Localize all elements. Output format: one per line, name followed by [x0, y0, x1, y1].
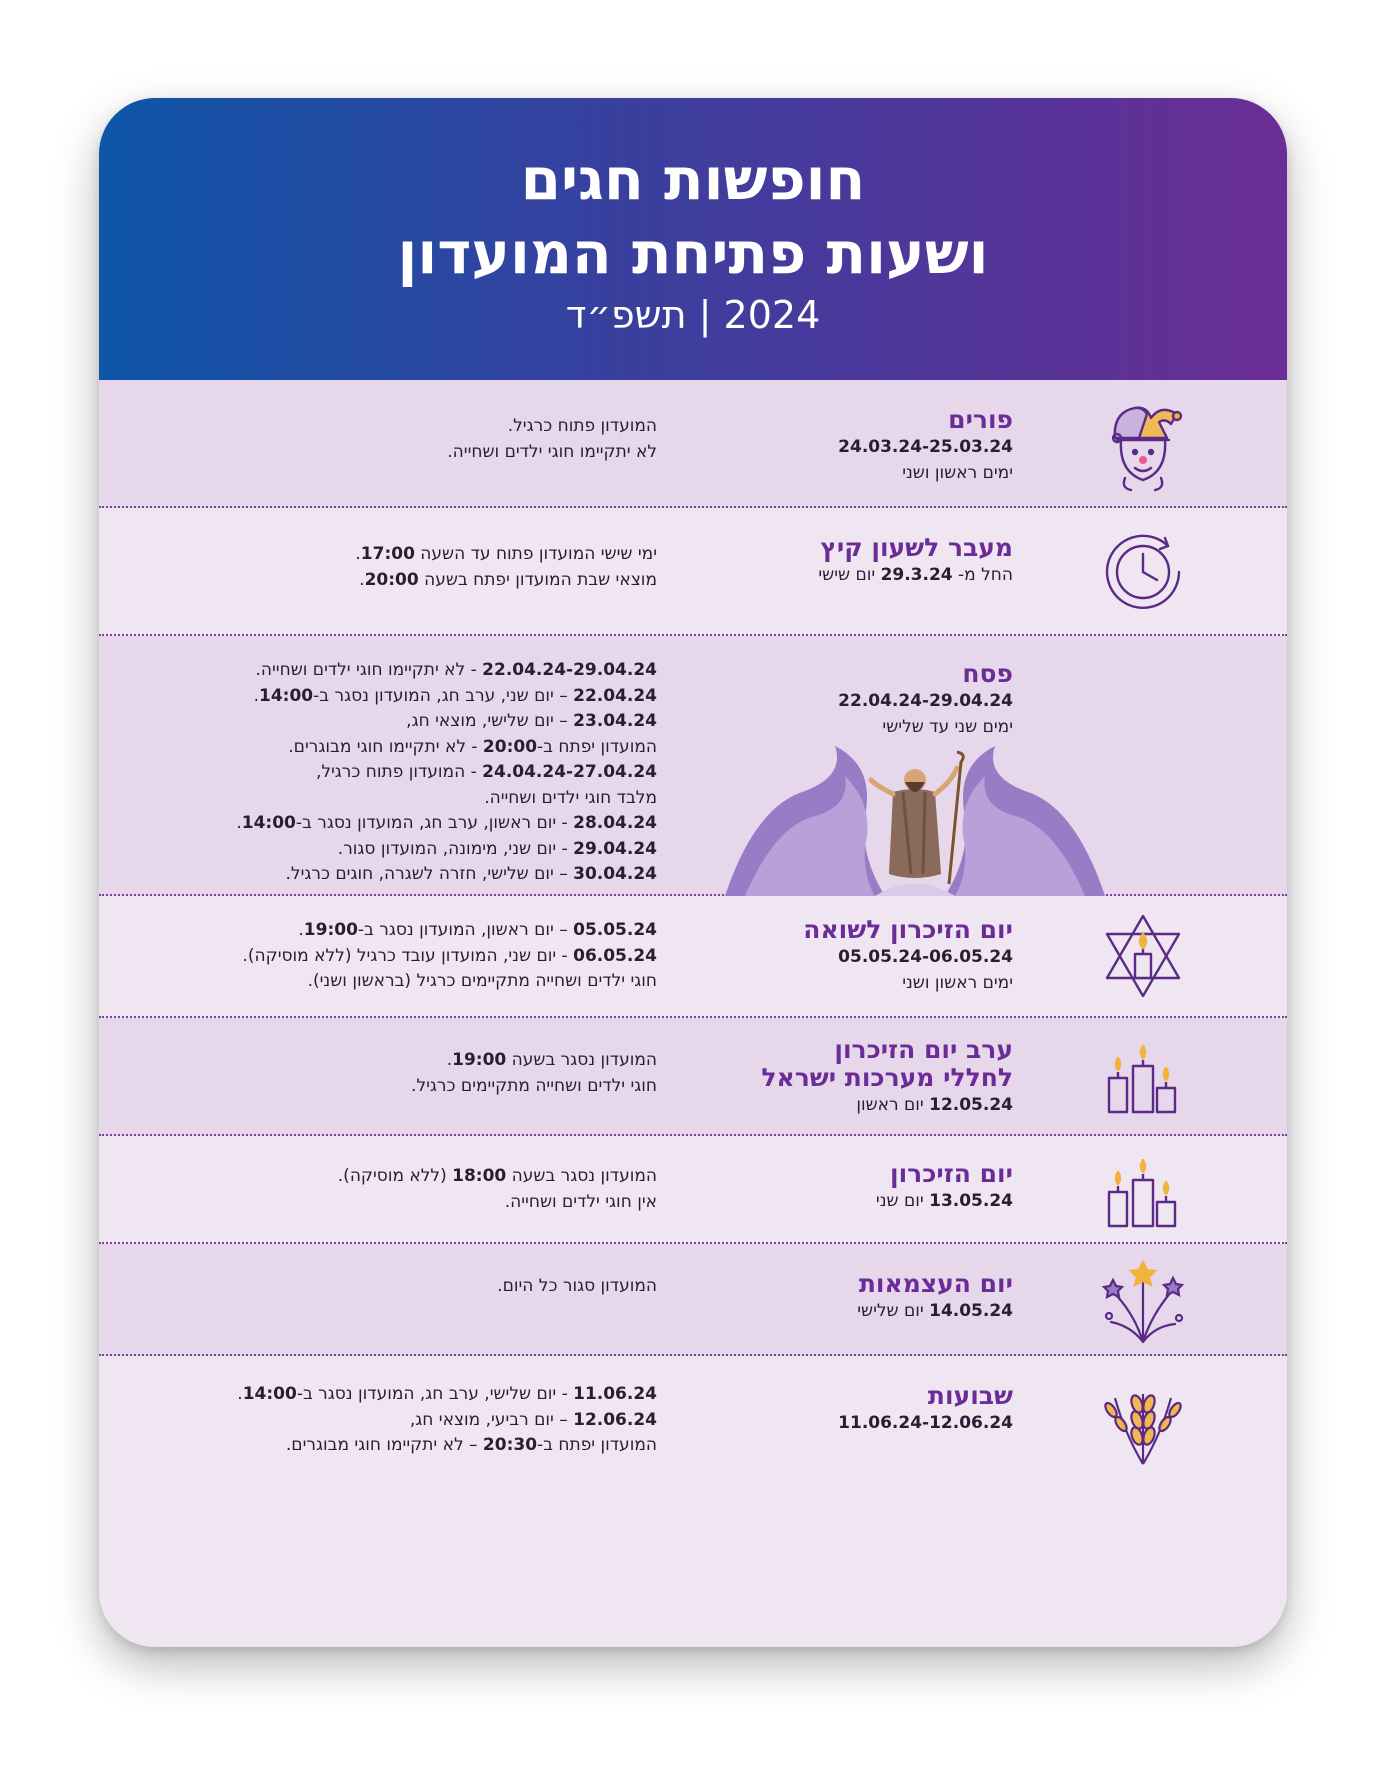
detail-text: חוגי ילדים ושחייה מתקיימים כרגיל. [411, 1075, 657, 1096]
detail-line [137, 658, 657, 684]
detail-text: . [253, 685, 260, 706]
holiday-heading [683, 406, 1013, 486]
detail-text: אין חוגי ילדים ושחייה. [504, 1191, 657, 1212]
detail-line [137, 709, 657, 735]
wheat-icon [1095, 1374, 1191, 1470]
holiday-name: שבועות [927, 1381, 1013, 1410]
holiday-heading [683, 1382, 1013, 1436]
detail-line [137, 568, 657, 594]
detail-emphasis: 14:00 [242, 1384, 297, 1404]
detail-line [137, 1048, 657, 1074]
clock-icon [1095, 524, 1191, 620]
detail-line [137, 1190, 657, 1216]
detail-line [137, 969, 657, 995]
detail-text: - יום שלישי, ערב חג, המועדון נסגר ב- [296, 1384, 574, 1404]
detail-text: – יום שני, ערב חג, המועדון נסגר ב- [313, 685, 574, 706]
memorial-candles-icon [1095, 1032, 1191, 1128]
detail-emphasis: 30.04.24 [573, 864, 657, 884]
detail-line [137, 1164, 657, 1190]
holiday-row [99, 1356, 1287, 1647]
holiday-row [99, 896, 1287, 1018]
holiday-row [99, 508, 1287, 636]
detail-emphasis: 19:00 [452, 1050, 507, 1070]
holiday-name: מעבר לשעון קיץ [820, 533, 1013, 562]
holiday-details [137, 1164, 657, 1215]
holiday-details [137, 918, 657, 995]
holiday-dates [683, 1410, 1013, 1436]
detail-text: . [298, 920, 304, 940]
holiday-name: יום הזיכרון [890, 1159, 1013, 1188]
dates-prefix: החל מ- [952, 565, 1013, 585]
holiday-dates [683, 434, 1013, 460]
detail-emphasis: 22.04.24-29.04.24 [482, 660, 657, 680]
page-title-line1: חופשות חגים [520, 145, 866, 213]
detail-line [137, 1274, 657, 1300]
holiday-heading [683, 1160, 1013, 1214]
detail-line [137, 918, 657, 944]
detail-line [137, 542, 657, 568]
detail-text: המועדון נסגר בשעה [506, 1050, 657, 1070]
holiday-dates [683, 562, 1013, 588]
fireworks-icon [1095, 1256, 1191, 1352]
detail-emphasis: 12.06.24 [573, 1409, 657, 1430]
holiday-row [99, 1244, 1287, 1356]
detail-text: המועדון יפתח ב- [537, 1435, 657, 1455]
page-title-line2: ושעות פתיחת המועדון [397, 219, 989, 287]
dates-value: 12.05.24 [929, 1095, 1013, 1115]
detail-emphasis: 19:00 [303, 920, 358, 940]
holiday-days: יום שני [875, 1191, 930, 1211]
dates-value: 11.06.24-12.06.24 [838, 1413, 1013, 1433]
detail-emphasis: 20:00 [482, 736, 538, 757]
detail-emphasis: 23.04.24 [573, 711, 657, 731]
detail-text: - לא יתקיימו חוגי ילדים ושחייה. [255, 660, 483, 680]
detail-line [137, 1433, 657, 1459]
holiday-details [137, 542, 657, 593]
dates-value: 24.03.24-25.03.24 [838, 437, 1013, 457]
holiday-details [137, 658, 657, 888]
moses-sea-illustration [725, 746, 1105, 896]
dates-value: 13.05.24 [929, 1191, 1013, 1211]
detail-text: – יום ראשון, המועדון נסגר ב- [357, 920, 574, 940]
holiday-details [137, 1382, 657, 1459]
detail-text: מלבד חוגי ילדים ושחייה. [484, 787, 657, 808]
holiday-details [137, 1048, 657, 1099]
detail-line [137, 862, 657, 888]
holiday-row [99, 636, 1287, 896]
detail-text: חוגי ילדים ושחייה מתקיימים כרגיל (בראשון ושני). [307, 971, 657, 991]
detail-text: . [355, 544, 361, 564]
holiday-dates [683, 1298, 1013, 1324]
dates-value: 22.04.24-29.04.24 [838, 691, 1013, 711]
detail-line [137, 760, 657, 786]
detail-text: המועדון סגור כל היום. [497, 1276, 657, 1296]
holiday-heading [683, 1270, 1013, 1324]
detail-text: – יום רביעי, מוצאי חג, [409, 1409, 574, 1430]
holiday-dates [683, 1188, 1013, 1214]
detail-emphasis: 24.04.24-27.04.24 [482, 762, 657, 782]
holiday-row [99, 380, 1287, 508]
detail-emphasis: 06.05.24 [573, 945, 657, 966]
holiday-days: יום ראשון [856, 1095, 930, 1115]
detail-text: (ללא מוסיקה). [337, 1166, 453, 1186]
header-banner [99, 98, 1287, 380]
detail-text: מוצאי שבת המועדון יפתח בשעה [418, 569, 657, 590]
holiday-row [99, 1136, 1287, 1244]
schedule-card [99, 98, 1287, 1647]
star-of-david-candle-icon [1095, 908, 1191, 1004]
holiday-name-line2: לחללי מערכות ישראל [761, 1063, 1013, 1092]
detail-line [137, 944, 657, 970]
holiday-dates [683, 1092, 1013, 1118]
detail-text: - המועדון פתוח כרגיל, [315, 762, 483, 782]
detail-text: – יום שלישי, מוצאי חג, [406, 711, 574, 731]
detail-line [137, 684, 657, 710]
detail-emphasis: 11.06.24 [573, 1384, 657, 1404]
detail-text: המועדון נסגר בשעה [506, 1166, 657, 1186]
detail-emphasis: 20:00 [364, 569, 419, 590]
detail-line [137, 1408, 657, 1434]
detail-text: ימי שישי המועדון פתוח עד השעה [414, 544, 657, 564]
holiday-name: פסח [962, 659, 1013, 688]
holiday-days: ימים שני עד שלישי [882, 717, 1013, 737]
detail-text: - יום שני, המועדון עובד כרגיל (ללא מוסיקה). [242, 945, 574, 966]
holiday-heading [683, 1036, 1013, 1118]
holiday-days: ימים ראשון ושני [902, 973, 1013, 993]
detail-emphasis: 29.04.24 [573, 838, 657, 859]
holiday-name: יום הזיכרון לשואה [803, 915, 1013, 944]
dates-value: 14.05.24 [929, 1301, 1013, 1321]
dates-value: 29.3.24 [880, 565, 953, 585]
detail-text: - יום שני, מימונה, המועדון סגור. [337, 838, 574, 859]
holiday-name: יום העצמאות [858, 1269, 1013, 1298]
holiday-dates [683, 944, 1013, 970]
detail-text: המועדון יפתח ב- [537, 736, 657, 757]
detail-line [137, 786, 657, 812]
page-subtitle: 2024 | תשפ״ד [565, 293, 821, 337]
dates-value: 05.05.24-06.05.24 [838, 947, 1013, 967]
detail-text: – יום שלישי, חזרה לשגרה, חוגים כרגיל. [285, 864, 574, 884]
detail-text: . [359, 569, 365, 590]
detail-emphasis: 28.04.24 [573, 813, 657, 833]
holiday-name: פורים [948, 405, 1013, 434]
detail-emphasis: 18:00 [452, 1166, 507, 1186]
detail-emphasis: 20:30 [482, 1435, 538, 1455]
detail-emphasis: 17:00 [360, 544, 415, 564]
holiday-dates [683, 688, 1013, 714]
memorial-candles-icon [1095, 1146, 1191, 1242]
detail-emphasis: 05.05.24 [573, 920, 657, 940]
holiday-heading [683, 660, 1013, 740]
detail-line [137, 837, 657, 863]
detail-text: - לא יתקיימו חוגי מבוגרים. [288, 736, 483, 757]
holiday-days: יום שלישי [857, 1301, 930, 1321]
holiday-heading [683, 916, 1013, 996]
detail-emphasis: 14:00 [259, 685, 314, 706]
detail-line [137, 1382, 657, 1408]
detail-text: . [236, 813, 242, 833]
moses-illustration [725, 746, 1105, 896]
holiday-heading [683, 534, 1013, 588]
detail-line [137, 735, 657, 761]
detail-line [137, 414, 657, 440]
detail-line [137, 440, 657, 466]
jester-icon [1095, 398, 1191, 494]
detail-line [137, 811, 657, 837]
holiday-name: ערב יום הזיכרון [834, 1035, 1013, 1064]
detail-text: - יום ראשון, ערב חג, המועדון נסגר ב- [295, 813, 574, 833]
detail-text: המועדון פתוח כרגיל. [507, 416, 657, 436]
detail-emphasis: 22.04.24 [573, 685, 657, 706]
detail-text: לא יתקיימו חוגי ילדים ושחייה. [447, 441, 657, 462]
detail-text: . [237, 1384, 243, 1404]
detail-emphasis: 14:00 [241, 813, 296, 833]
holiday-days: ימים ראשון ושני [902, 463, 1013, 483]
holiday-details [137, 414, 657, 465]
detail-text: – לא יתקיימו חוגי מבוגרים. [285, 1435, 483, 1455]
detail-line [137, 1074, 657, 1100]
detail-text: . [446, 1050, 453, 1070]
holiday-row [99, 1018, 1287, 1136]
holiday-details [137, 1274, 657, 1300]
holiday-days: יום שישי [818, 565, 881, 585]
